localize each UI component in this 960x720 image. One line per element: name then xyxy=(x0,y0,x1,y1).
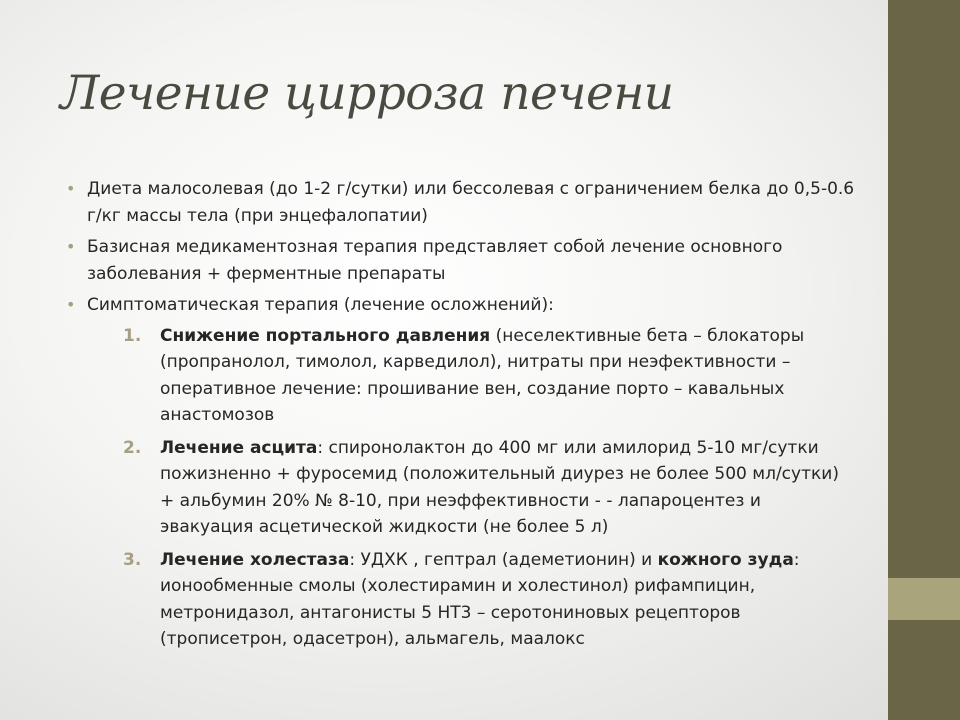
bullet-text: Базисная медикаментозная терапия представляет собой лечение основного заболевания + ферментные препараты xyxy=(87,237,783,284)
bullet-text: Диета малосолевая (до 1-2 г/сутки) или бессолевая с ограничением белка до 0,5-0.6 г/кг массы тела (при энцефалопатии) xyxy=(87,179,855,226)
bullet-marker: • xyxy=(66,179,76,198)
bullet-item xyxy=(66,292,856,653)
numbered-list xyxy=(87,323,856,653)
slide-title: Лечение цирроза печени xyxy=(60,66,674,121)
bullet-text: Симптоматическая терапия (лечение осложнений): xyxy=(87,295,554,315)
bullet-list xyxy=(66,176,856,653)
bullet-marker: • xyxy=(66,237,76,256)
bullet-marker: • xyxy=(66,295,76,314)
item-heading: Снижение портального давления xyxy=(160,325,491,346)
decorative-sidebar-accent xyxy=(888,578,960,620)
item-heading-secondary: кожного зуда xyxy=(657,549,794,570)
numbered-item xyxy=(87,323,856,429)
bullet-item xyxy=(66,234,856,287)
item-text: (неселективные бета – блокаторы (пропранолол, тимолол, карведилол), нитраты при неэфективности – оперативное лечение: прошивание вен, создание порто – кавальных анастомозов xyxy=(160,325,805,425)
bullet-item xyxy=(66,176,856,229)
item-number: 1. xyxy=(123,325,142,346)
item-heading: Лечение холестаза xyxy=(160,549,350,570)
item-text: : УДХК , гептрал (адеметионин) и xyxy=(349,549,658,570)
numbered-item xyxy=(87,435,856,541)
item-text: : спиронолактон до 400 мг или амилорид 5-10 мг/сутки пожизненно + фуросемид (положительный диурез не более 500 мл/сутки) + альбумин 20% № 8-10, при неэффективности - - лапароцентез и эвакуация асцетической жидкости (не более 5 л) xyxy=(160,437,839,537)
item-number: 2. xyxy=(123,437,142,458)
numbered-item xyxy=(87,547,856,653)
item-text: : ионообменные смолы (холестирамин и холестинол) рифампицин, метронидазол, антагонисты 5 НТ3 – серотониновых рецепторов (трописетрон, одасетрон), альмагель, маалокс xyxy=(160,549,800,649)
slide-content xyxy=(66,176,856,659)
item-heading: Лечение асцита xyxy=(160,437,318,458)
item-number: 3. xyxy=(123,549,142,570)
